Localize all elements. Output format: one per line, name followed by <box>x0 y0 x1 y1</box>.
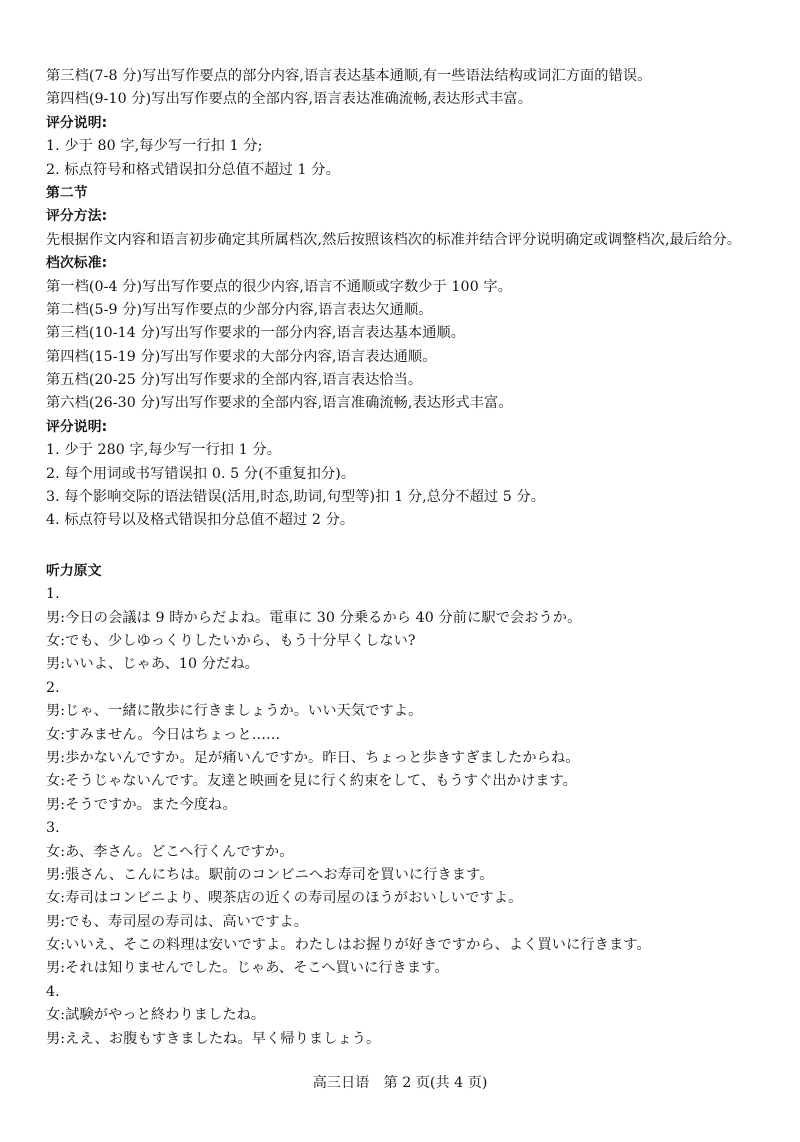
page-footer: 高三日语 第 2 页(共 4 页) <box>312 1075 488 1091</box>
levels-heading: 档次标准: <box>46 255 108 272</box>
level-item: 第六档(26-30 分)写出写作要求的全部内容,语言准确流畅,表达形式丰富。 <box>46 395 513 412</box>
dialogue-line: 女:あ、李さん。どこへ行くんですか。 <box>46 843 294 860</box>
section2-heading: 第二节 <box>46 184 88 201</box>
dialogue-line: 女:寿司はコンビニより、喫茶店の近くの寿司屋のほうがおいしいですよ。 <box>46 890 523 907</box>
dialogue-line: 男:今日の会議は 9 時からだよね。電車に 30 分乗るから 40 分前に駅で会おうか。 <box>46 609 582 626</box>
dialogue-line: 女:そうじゃないんです。友達と映画を見に行く約束をして、もうすぐ出かけます。 <box>46 773 577 790</box>
notes1-item: 2. 标点符号和格式错误扣分总值不超过 1 分。 <box>46 161 340 178</box>
writing1-level4: 第四档(9-10 分)写出写作要点的全部内容,语言表达准确流畅,表达形式丰富。 <box>46 91 532 108</box>
dialogue-line: 男:そうですか。また今度ね。 <box>46 796 237 813</box>
writing1-level3: 第三档(7-8 分)写出写作要点的部分内容,语言表达基本通顺,有一些语法结构或词汇方面的错误。 <box>46 68 652 84</box>
level-item: 第四档(15-19 分)写出写作要求的大部分内容,语言表达通顺。 <box>46 348 437 365</box>
dialogue-line: 男:張さん、こんにちは。駅前のコンビニへお寿司を買いに行きます。 <box>46 866 494 883</box>
dialogue-line: 男:ええ、お腹もすきましたね。早く帰りましょう。 <box>46 1030 381 1047</box>
dialogue-line: 男:歩かないんですか。足が痛いんですか。昨日、ちょっと歩きすぎましたからね。 <box>46 749 580 766</box>
dialogue-number: 1. <box>46 586 60 603</box>
notes2-item: 4. 标点符号以及格式错误扣分总值不超过 2 分。 <box>46 512 355 529</box>
level-item: 第三档(10-14 分)写出写作要求的一部分内容,语言表达基本通顺。 <box>46 325 466 342</box>
document-body <box>46 65 776 1051</box>
notes2-item: 2. 每个用词或书写错误扣 0. 5 分(不重复扣分)。 <box>46 465 356 482</box>
dialogue-line: 男:じゃ、一緒に散歩に行きましょうか。いい天気ですよ。 <box>46 703 423 720</box>
dialogue-line: 女:試験がやっと終わりましたね。 <box>46 1007 266 1024</box>
dialogue-line: 女:いいえ、そこの料理は安いですよ。わたしはお握りが好きですから、よく買いに行きます。 <box>46 937 651 954</box>
notes1-heading: 评分说明: <box>46 114 108 131</box>
notes2-item: 1. 少于 280 字,每少写一行扣 1 分。 <box>46 442 282 459</box>
method-text: 先根据作文内容和语言初步确定其所属档次,然后按照该档次的标准并结合评分说明确定或调整档次,最后给分。 <box>46 231 742 248</box>
level-item: 第五档(20-25 分)写出写作要求的全部内容,语言表达恰当。 <box>46 372 423 389</box>
dialogue-number: 3. <box>46 820 60 837</box>
level-item: 第一档(0-4 分)写出写作要点的很少内容,语言不通顺或字数少于 100 字。 <box>46 278 512 295</box>
method-heading: 评分方法: <box>46 208 108 225</box>
notes2-heading: 评分说明: <box>46 418 108 435</box>
notes1-item: 1. 少于 80 字,每少写一行扣 1 分; <box>46 138 263 155</box>
listening-heading: 听力原文 <box>46 562 102 579</box>
dialogue-number: 2. <box>46 679 60 696</box>
dialogue-line: 女:すみません。今日はちょっと…… <box>46 726 281 743</box>
level-item: 第二档(5-9 分)写出写作要点的少部分内容,语言表达欠通顺。 <box>46 301 433 318</box>
notes2-item: 3. 每个影响交际的语法错误(活用,时态,助词,句型等)扣 1 分,总分不超过 5 分。 <box>46 489 546 506</box>
dialogue-line: 男:いいよ、じゃあ、10 分だね。 <box>46 656 259 673</box>
dialogue-line: 男:でも、寿司屋の寿司は、高いですよ。 <box>46 913 309 930</box>
dialogue-line: 女:でも、少しゆっくりしたいから、もう十分早くしない? <box>46 632 416 649</box>
dialogue-line: 男:それは知りませんでした。じゃあ、そこへ買いに行きます。 <box>46 960 449 977</box>
section-spacer <box>46 533 776 560</box>
dialogue-number: 4. <box>46 983 60 1000</box>
